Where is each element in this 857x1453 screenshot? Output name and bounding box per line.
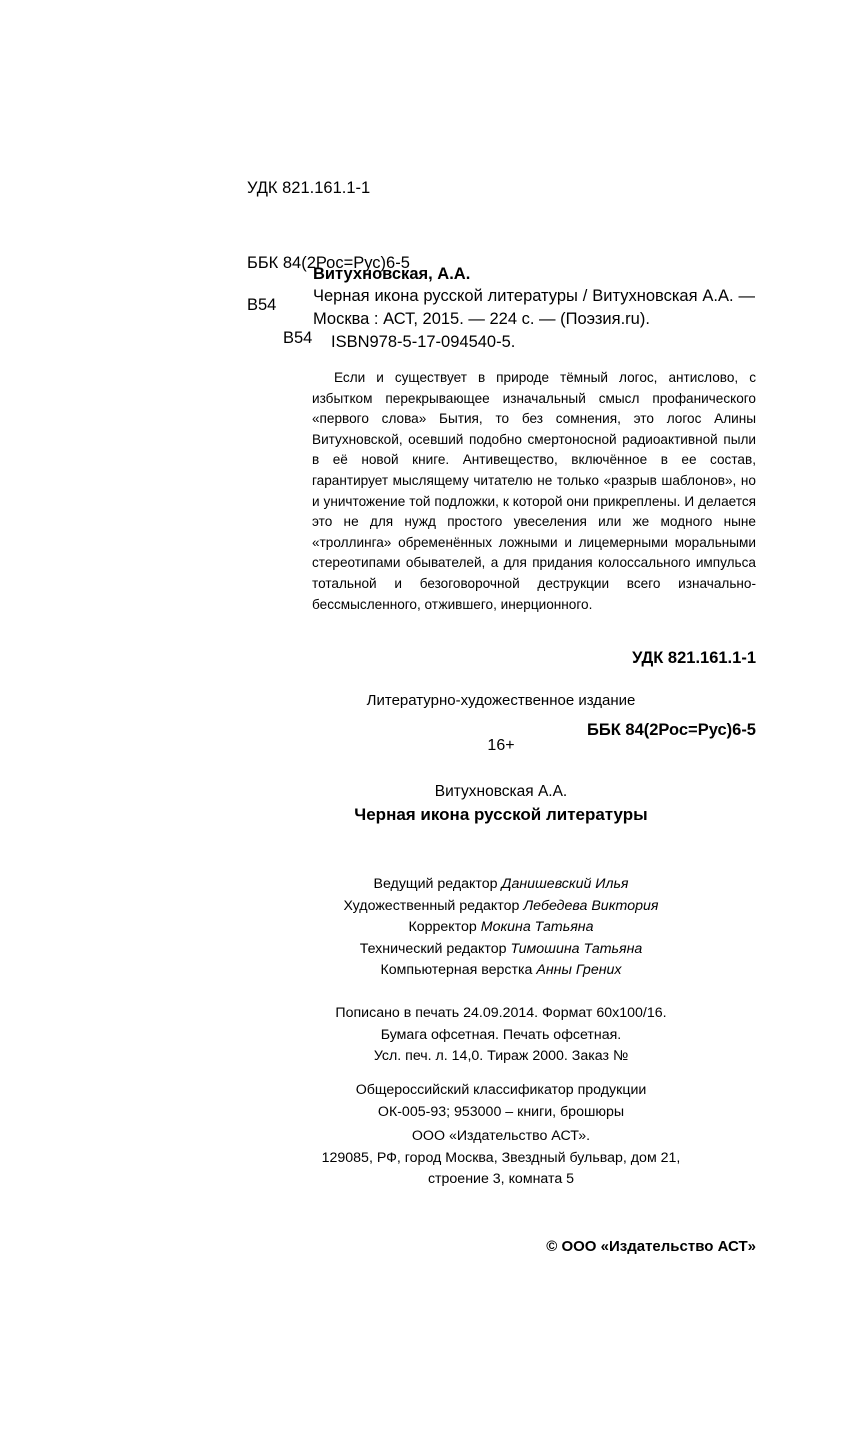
classifier-block <box>247 1080 755 1123</box>
credit-line <box>247 896 755 918</box>
annotation-paragraph: Если и существует в природе тёмный логос, антислово, с избытком перекрывающее изначальный смысл профанического «первого слова» Бытия, то без сомнения, это логос Алины Витухновской, осевший подобно смертоносной радиоактивной пыли в её новой книге. Антивещество, включённое в ее состав, гарантирует мыслящему читателю не только «разрыв шаблонов», но и уничтожение той подложки, к которой они прикреплены. И делается это не для нужд простого увеселения или же модного ныне «троллинга» обременённых ложными и лицемерными моральными стереотипами обывателей, а для придания колоссального импульса тотальной и безоговорочной деструкции всего изначально-бессмысленного, отжившего, инерционного. <box>312 370 756 612</box>
credit-line <box>247 917 755 939</box>
publisher-address-line: строение 3, комната 5 <box>427 1171 575 1187</box>
record-cutter: В54 <box>247 296 277 314</box>
credit-name: Мокина Татьяна <box>480 919 594 935</box>
credit-name: Лебедева Виктория <box>523 897 659 914</box>
publisher-address-block <box>247 1126 755 1191</box>
copyright-line: © ООО «Издательство АСТ» <box>546 1238 756 1255</box>
credit-name: Данишевский Илья <box>501 876 629 892</box>
imprint-author: Витухновская А.А. <box>434 783 568 800</box>
record-author: Витухновская, А.А. <box>313 265 471 283</box>
record-description: Черная икона русской литературы / Витухновская А.А. — Москва : АСТ, 2015. — 224 с. — (Поэзия.ru). <box>313 287 755 328</box>
classifier-line: Общероссийский классификатор продукции <box>355 1082 647 1098</box>
credit-role: Компьютерная верстка <box>380 962 537 978</box>
udk-code-top: УДК 821.161.1-1 <box>247 179 371 197</box>
print-info-line: Пописано в печать 24.09.2014. Формат 60х100/16. <box>335 1005 667 1021</box>
credit-role: Ведущий редактор <box>373 876 502 892</box>
print-info-block <box>247 1003 755 1068</box>
cutter-code-top: В54 <box>283 329 313 347</box>
imprint-title: Черная икона русской литературы <box>354 805 648 824</box>
age-rating-badge: 16+ <box>487 737 515 754</box>
credit-line <box>247 960 755 982</box>
credit-name: Тимошина Татьяна <box>510 940 643 957</box>
credit-role: Художественный редактор <box>343 897 524 914</box>
bibliographic-record <box>247 264 755 354</box>
classifier-line: ОК-005-93; 953000 – книги, брошюры <box>377 1103 625 1120</box>
publisher-address-line: ООО «Издательство АСТ». <box>411 1128 591 1144</box>
edition-type: Литературно-художественное издание <box>366 692 636 709</box>
credits-list <box>247 874 755 982</box>
print-info-line: Бумага офсетная. Печать офсетная. <box>380 1026 622 1043</box>
credit-line <box>247 874 755 896</box>
bbk-code-top: ББК 84(2Рос=Рус)6-5 <box>247 254 410 272</box>
publisher-address-line: 129085, РФ, город Москва, Звездный бульвар, дом 21, <box>321 1149 681 1166</box>
udk-code-bottom: УДК 821.161.1-1 <box>632 649 756 667</box>
credit-line <box>247 939 755 961</box>
credit-role: Технический редактор <box>359 940 511 957</box>
record-isbn: ISBN978-5-17-094540-5. <box>331 333 516 351</box>
credit-role: Корректор <box>408 919 481 935</box>
bbk-code-bottom: ББК 84(2Рос=Рус)6-5 <box>587 721 756 739</box>
credit-name: Анны Грених <box>536 962 622 978</box>
print-info-line: Усл. печ. л. 14,0. Тираж 2000. Заказ № <box>373 1048 629 1064</box>
